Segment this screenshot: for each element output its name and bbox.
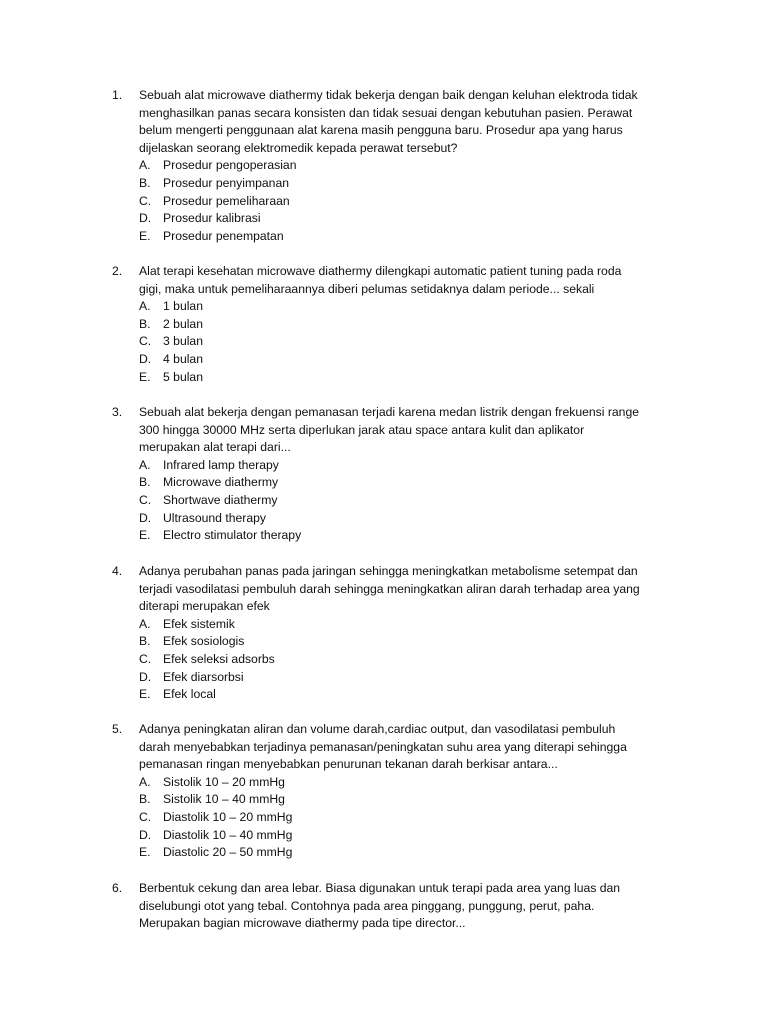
question-text-line: belum mengerti penggunaan alat karena masih pengguna baru. Prosedur apa yang harus <box>139 123 623 138</box>
option-text: Sistolik 10 – 20 mmHg <box>163 774 285 789</box>
answer-option <box>112 369 692 387</box>
option-text: 4 bulan <box>163 351 203 366</box>
answer-option <box>112 633 692 651</box>
option-letter: A. <box>139 616 151 631</box>
answer-option <box>112 474 692 492</box>
answer-option <box>112 844 692 862</box>
answer-option <box>112 492 692 510</box>
option-text: Efek seleksi adsorbs <box>163 651 275 666</box>
answer-option <box>112 210 692 228</box>
question-text-line: terjadi vasodilatasi pembuluh darah sehingga meningkatkan aliran darah terhadap area yang <box>139 581 640 596</box>
question-text-line: darah menyebabkan terjadinya pemanasan/peningkatan suhu area yang diterapi sehingga <box>139 739 627 754</box>
question-text-line: Sebuah alat microwave diathermy tidak bekerja dengan baik dengan keluhan elektroda tidak <box>139 88 638 102</box>
answer-option <box>112 333 692 351</box>
question-text-line: diselubungi otot yang tebal. Contohnya pada area pinggang, punggung, perut, paha. <box>139 898 595 913</box>
answer-option <box>112 175 692 193</box>
question-text-line: pemanasan ringan menyebabkan penurunan tekanan darah berkisar antara... <box>139 757 558 772</box>
option-text: Prosedur pengoperasian <box>163 158 297 173</box>
option-text: Prosedur penyimpanan <box>163 175 290 190</box>
question-number: 3. <box>112 405 123 419</box>
question-number: 1. <box>112 88 123 102</box>
answer-options <box>112 157 692 245</box>
option-letter: B. <box>139 175 151 190</box>
option-letter: D. <box>139 669 152 684</box>
answer-option <box>112 791 692 809</box>
question-text-line: Alat terapi kesehatan microwave diathermy dilengkapi automatic patient tuning pada roda <box>139 264 622 278</box>
answer-options <box>112 616 692 704</box>
answer-option <box>112 686 692 704</box>
question-5 <box>112 721 692 862</box>
answer-option <box>112 616 692 634</box>
option-text: Efek diarsorbsi <box>163 669 244 684</box>
answer-option <box>112 774 692 792</box>
option-text: Prosedur kalibrasi <box>163 211 261 226</box>
answer-option <box>112 228 692 246</box>
question-text-line: 300 hingga 30000 MHz serta diperlukan jarak atau space antara kulit dan aplikator <box>139 422 585 437</box>
question-text-line: Berbentuk cekung dan area lebar. Biasa digunakan untuk terapi pada area yang luas dan <box>139 881 621 895</box>
option-letter: C. <box>139 334 152 349</box>
option-letter: B. <box>139 475 151 490</box>
answer-option <box>112 351 692 369</box>
option-letter: B. <box>139 316 151 331</box>
option-letter: D. <box>139 351 152 366</box>
option-letter: A. <box>139 299 151 314</box>
question-2 <box>112 263 692 386</box>
question-number: 5. <box>112 722 123 736</box>
question-number: 2. <box>112 264 123 278</box>
option-letter: A. <box>139 774 151 789</box>
option-text: Shortwave diathermy <box>163 492 278 507</box>
option-letter: E. <box>139 687 151 702</box>
option-letter: A. <box>139 158 151 173</box>
option-letter: E. <box>139 369 151 384</box>
option-text: 3 bulan <box>163 334 203 349</box>
option-letter: D. <box>139 510 152 525</box>
option-letter: D. <box>139 211 152 226</box>
question-text-line: diterapi merupakan efek <box>139 599 270 614</box>
question-text-line: Merupakan bagian microwave diathermy pada tipe director... <box>139 916 466 931</box>
option-letter: B. <box>139 792 151 807</box>
question-text-line: dijelaskan seorang elektromedik kepada perawat tersebut? <box>139 140 458 155</box>
question-1 <box>112 87 692 245</box>
answer-option <box>112 809 692 827</box>
option-text: Microwave diathermy <box>163 475 279 490</box>
answer-option <box>112 510 692 528</box>
question-text-line: Adanya perubahan panas pada jaringan sehingga meningkatkan metabolisme setempat dan <box>139 564 638 578</box>
answer-option <box>112 316 692 334</box>
option-letter: E. <box>139 528 151 543</box>
question-text-line: Sebuah alat bekerja dengan pemanasan terjadi karena medan listrik dengan frekuensi range <box>139 405 640 419</box>
option-letter: E. <box>139 845 151 860</box>
option-text: Electro stimulator therapy <box>163 528 302 543</box>
answer-option <box>112 457 692 475</box>
option-text: Diastolic 20 – 50 mmHg <box>163 845 293 860</box>
option-text: 1 bulan <box>163 299 203 314</box>
answer-option <box>112 827 692 845</box>
option-text: Infrared lamp therapy <box>163 457 279 472</box>
option-text: Efek sosiologis <box>163 634 245 649</box>
option-letter: D. <box>139 827 152 842</box>
question-number: 4. <box>112 564 123 578</box>
option-letter: C. <box>139 492 152 507</box>
question-text-line: Adanya peningkatan aliran dan volume darah,cardiac output, dan vasodilatasi pembuluh <box>139 722 616 736</box>
question-text-line: merupakan alat terapi dari... <box>139 440 291 455</box>
answer-option <box>112 298 692 316</box>
option-text: Diastolik 10 – 20 mmHg <box>163 809 293 824</box>
answer-options <box>112 457 692 545</box>
answer-option <box>112 193 692 211</box>
option-text: Sistolik 10 – 40 mmHg <box>163 792 285 807</box>
option-letter: B. <box>139 634 151 649</box>
option-text: Diastolik 10 – 40 mmHg <box>163 827 293 842</box>
answer-options <box>112 298 692 386</box>
option-text: Prosedur pemeliharaan <box>163 193 290 208</box>
answer-option <box>112 527 692 545</box>
option-text: 2 bulan <box>163 316 203 331</box>
option-letter: C. <box>139 651 152 666</box>
answer-option <box>112 157 692 175</box>
option-text: Efek local <box>163 687 216 702</box>
question-number: 6. <box>112 881 123 895</box>
option-letter: C. <box>139 193 152 208</box>
option-letter: A. <box>139 457 151 472</box>
option-text: Prosedur penempatan <box>163 228 284 243</box>
question-text-line: gigi, maka untuk pemeliharaannya diberi pelumas setidaknya dalam periode... sekali <box>139 281 595 296</box>
option-letter: E. <box>139 228 151 243</box>
question-4 <box>112 563 692 704</box>
answer-option <box>112 651 692 669</box>
option-text: 5 bulan <box>163 369 203 384</box>
answer-option <box>112 669 692 687</box>
option-text: Ultrasound therapy <box>163 510 266 525</box>
question-text-line: menghasilkan panas secara konsisten dan tidak sesuai dengan kebutuhan pasien. Perawat <box>139 105 633 120</box>
option-letter: C. <box>139 809 152 824</box>
answer-options <box>112 774 692 862</box>
option-text: Efek sistemik <box>163 616 235 631</box>
question-6 <box>112 880 692 933</box>
question-3 <box>112 404 692 545</box>
